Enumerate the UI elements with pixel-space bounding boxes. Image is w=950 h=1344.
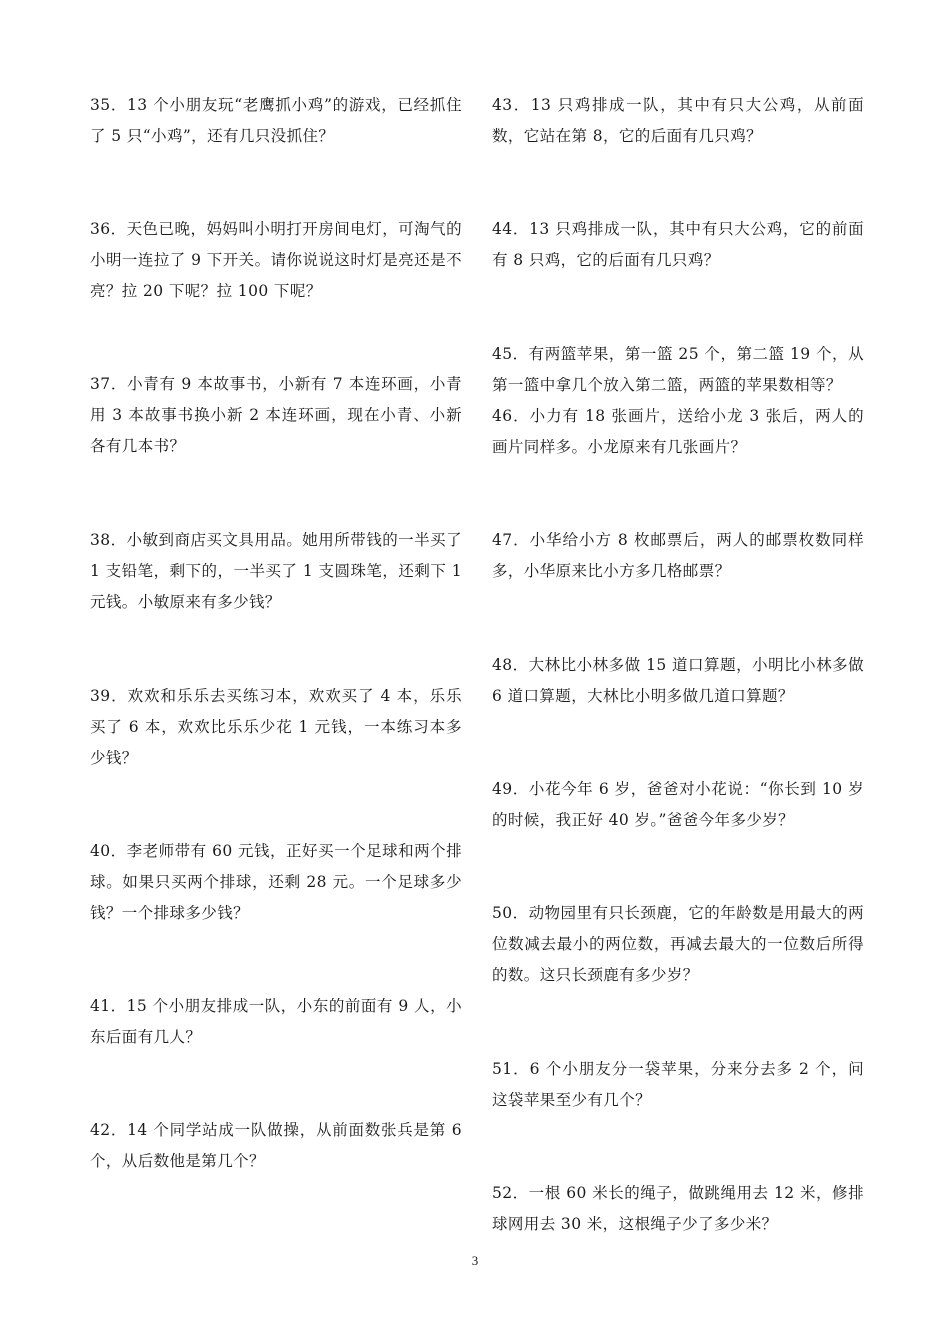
problem-52: 52．一根 60 米长的绳子，做跳绳用去 12 米，修排球网用去 30 米，这根绳子少了多少米？ <box>492 1184 864 1233</box>
problem-37: 37．小青有 9 本故事书，小新有 7 本连环画，小青用 3 本故事书换小新 2 本连环画，现在小青、小新各有几本书？ <box>90 375 462 455</box>
problem-45: 45．有两篮苹果，第一篮 25 个，第二篮 19 个，从第一篮中拿几个放入第二篮，两篮的苹果数相等？ <box>492 345 864 394</box>
problem-42: 42．14 个同学站成一队做操，从前面数张兵是第 6 个，从后数他是第几个？ <box>90 1121 462 1170</box>
problem-48: 48．大林比小林多做 15 道口算题，小明比小林多做 6 道口算题，大林比小明多做几道口算题？ <box>492 656 864 705</box>
problem-49: 49．小花今年 6 岁，爸爸对小花说：“你长到 10 岁的时候，我正好 40 岁。”爸爸今年多少岁？ <box>492 780 864 829</box>
problem-50: 50．动物园里有只长颈鹿，它的年龄数是用最大的两位数减去最小的两位数，再减去最大的一位数后所得的数。这只长颈鹿有多少岁？ <box>492 904 864 984</box>
problem-36: 36．天色已晚，妈妈叫小明打开房间电灯，可淘气的小明一连拉了 9 下开关。请你说说这时灯是亮还是不亮？拉 20 下呢？拉 100 下呢？ <box>90 220 462 300</box>
problem-47: 47．小华给小方 8 枚邮票后，两人的邮票枚数同样多，小华原来比小方多几格邮票？ <box>492 531 864 580</box>
page-number: 3 <box>471 1253 479 1268</box>
problem-43: 43．13 只鸡排成一队，其中有只大公鸡，从前面数，它站在第 8，它的后面有几只鸡？ <box>492 96 864 145</box>
problem-40: 40．李老师带有 60 元钱，正好买一个足球和两个排球。如果只买两个排球，还剩 28 元。一个足球多少钱？一个排球多少钱？ <box>90 842 462 922</box>
problem-38: 38．小敏到商店买文具用品。她用所带钱的一半买了 1 支铅笔，剩下的，一半买了 1 支圆珠笔，还剩下 1 元钱。小敏原来有多少钱？ <box>90 531 462 611</box>
problem-35: 35．13 个小朋友玩“老鹰抓小鸡”的游戏，已经抓住了 5 只“小鸡”，还有几只没抓住？ <box>90 96 462 145</box>
problem-46: 46．小力有 18 张画片，送给小龙 3 张后，两人的画片同样多。小龙原来有几张画片？ <box>492 407 864 456</box>
problem-39: 39．欢欢和乐乐去买练习本，欢欢买了 4 本，乐乐买了 6 本，欢欢比乐乐少花 1 元钱，一本练习本多少钱？ <box>90 687 462 767</box>
problem-41: 41．15 个小朋友排成一队，小东的前面有 9 人，小东后面有几人？ <box>90 997 462 1046</box>
problem-44: 44．13 只鸡排成一队，其中有只大公鸡，它的前面有 8 只鸡，它的后面有几只鸡？ <box>492 220 864 269</box>
problem-51: 51．6 个小朋友分一袋苹果，分来分去多 2 个，问这袋苹果至少有几个？ <box>492 1060 864 1109</box>
